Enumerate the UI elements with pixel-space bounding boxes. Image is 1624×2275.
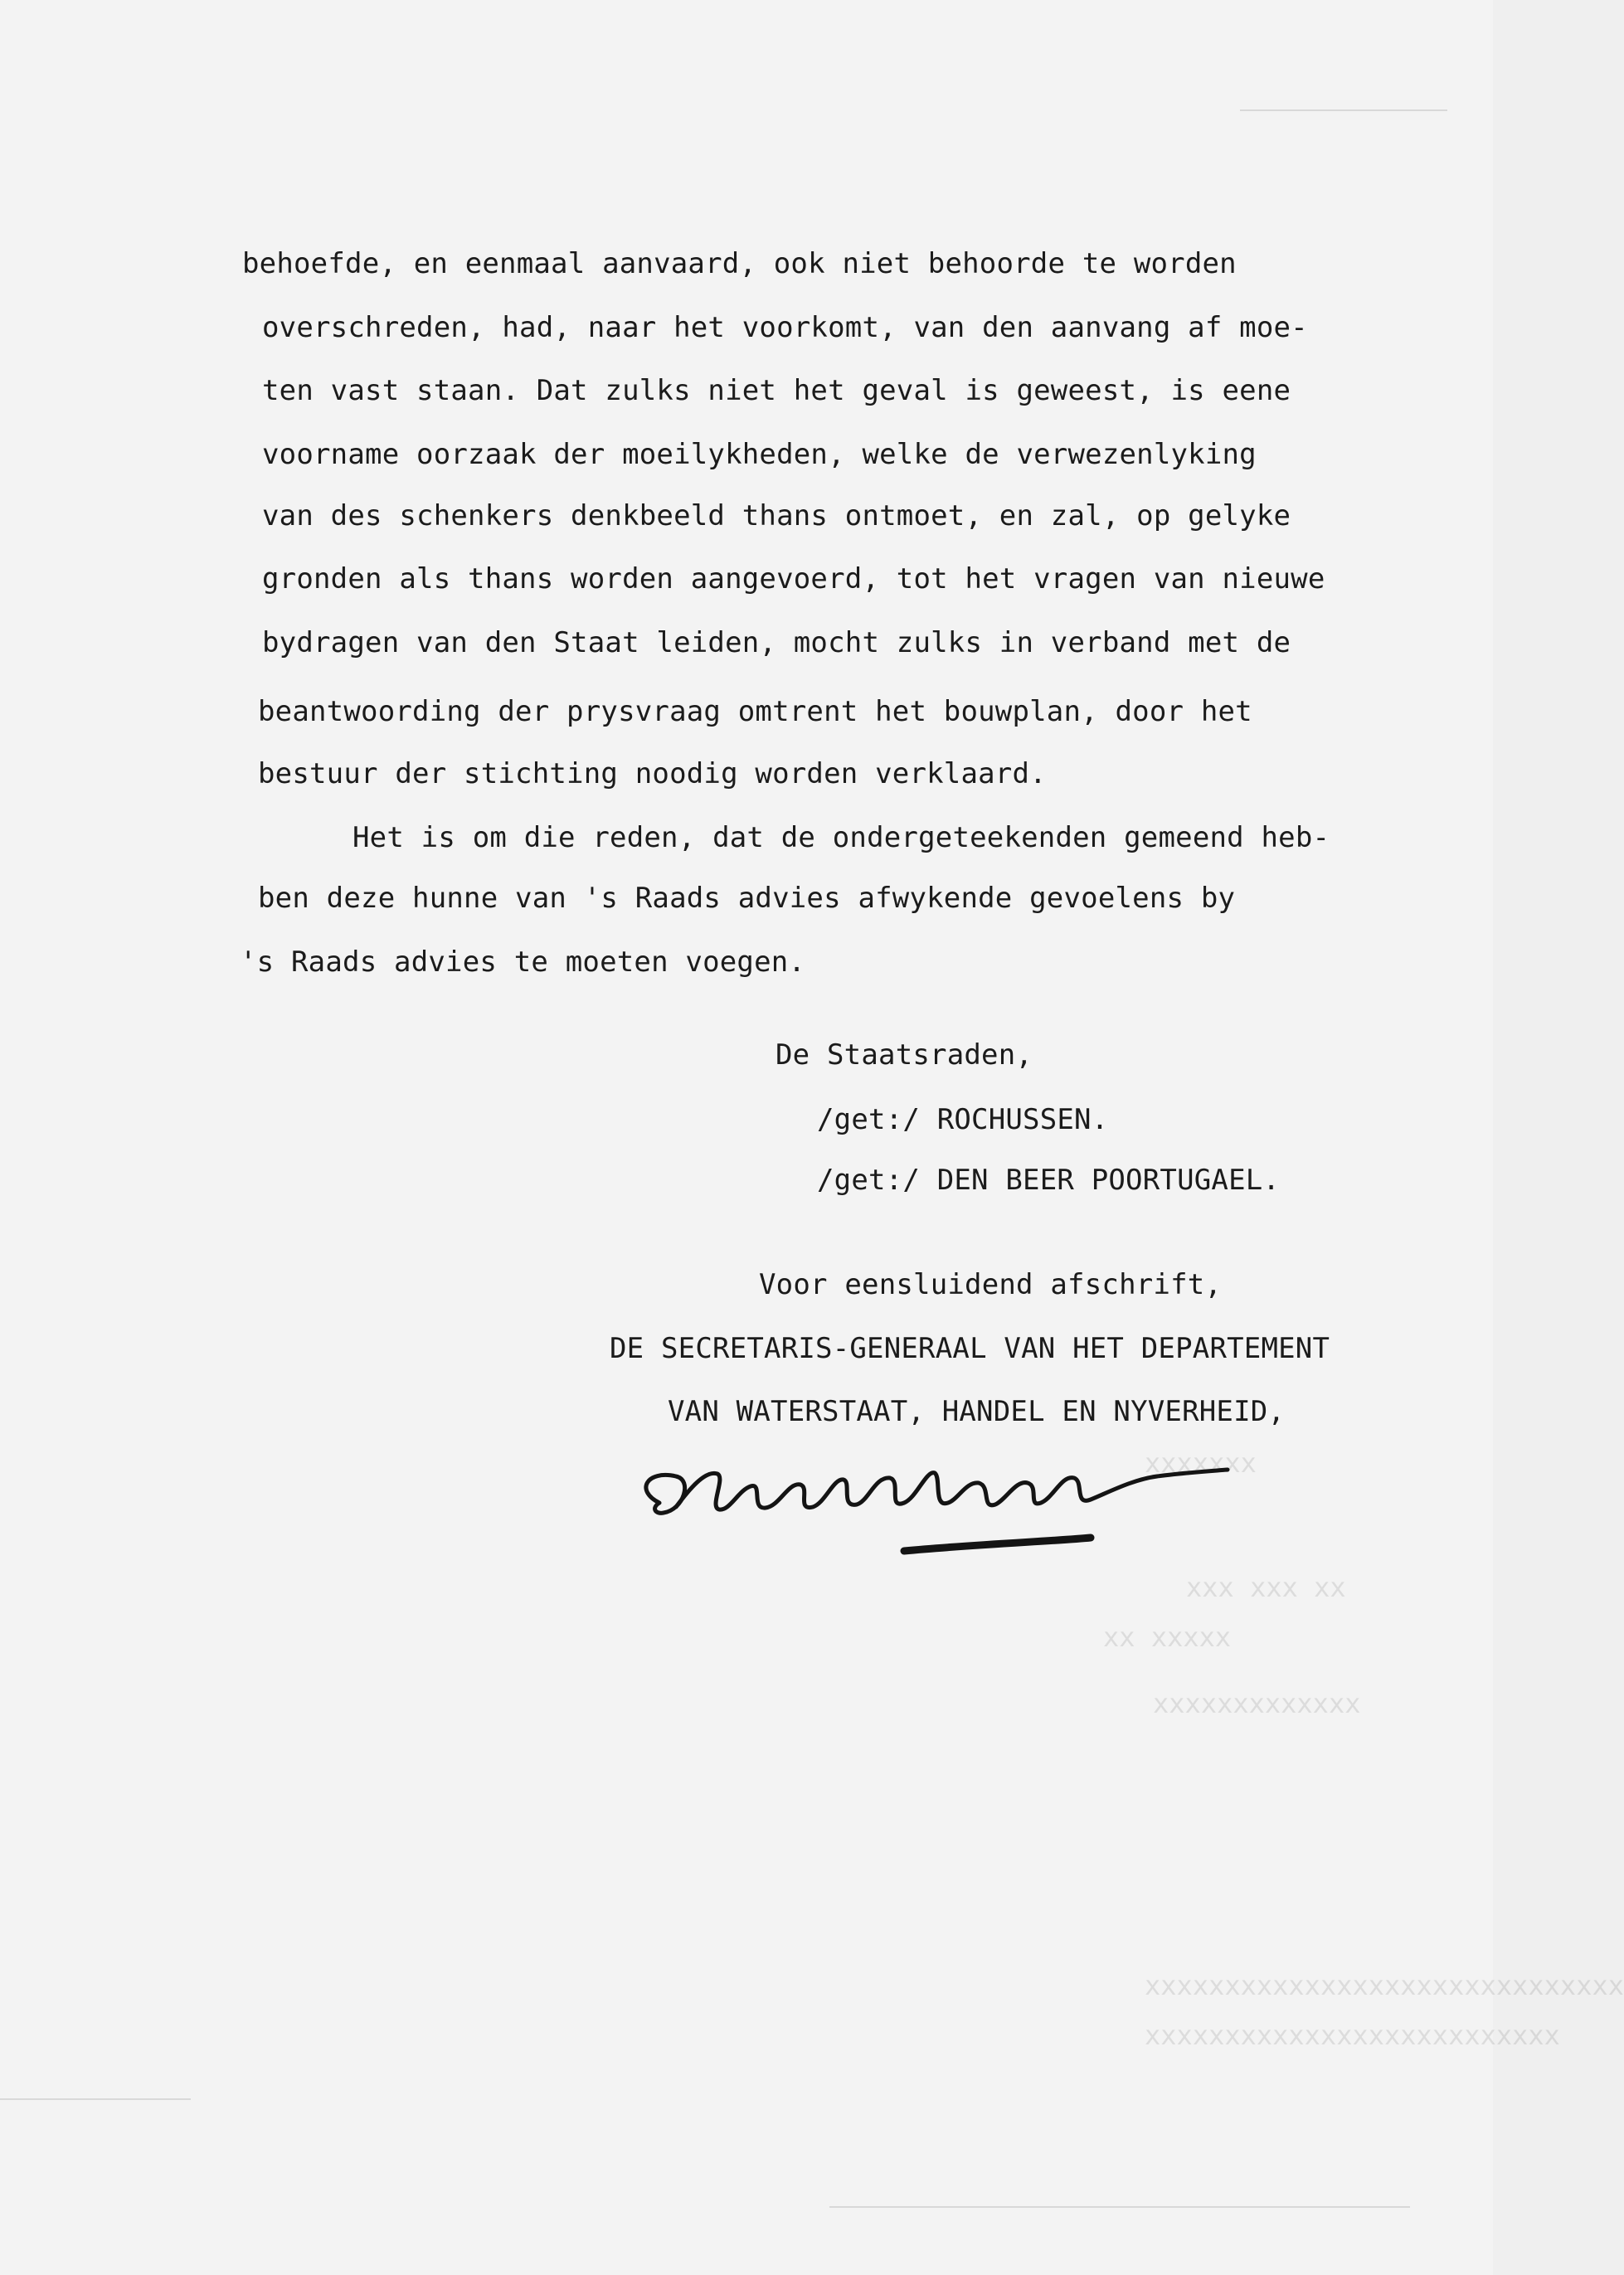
body-line: behoefde, en eenmaal aanvaard, ook niet behoorde te worden [242,247,1237,280]
body-line: ben deze hunne van 's Raads advies afwykende gevoelens by [258,882,1236,915]
authority-line: VAN WATERSTAAT, HANDEL EN NYVERHEID, [668,1395,1286,1428]
body-line: Het is om die reden, dat de ondergeteekenden gemeend heb- [353,821,1330,854]
body-line: beantwoording der prysvraag omtrent het bouwplan, door het [258,695,1252,728]
body-line: van des schenkers denkbeeld thans ontmoet, en zal, op gelyke [262,499,1291,532]
body-line: voorname oorzaak der moeilykheden, welke de verwezenlyking [262,438,1257,471]
body-line: overschreden, had, naar het voorkomt, van den aanvang af moe- [262,311,1308,344]
closing: De Staatsraden, [776,1038,1033,1072]
bleed-through-rule [0,2098,191,2100]
body-line: 's Raads advies te moeten voegen. [240,945,806,979]
bleed-through-text: xxxxx xx [1103,1621,1232,1653]
body-line: ten vast staan. Dat zulks niet het geval is geweest, is eene [262,374,1291,407]
bleed-through-text: xxxxxxxxxxxxxxxxxxxxxxxxxxxxxx [1145,1970,1624,2001]
bleed-through-text: xxxxxxx [1145,1447,1257,1479]
body-line: bestuur der stichting noodig worden verklaard. [258,757,1047,790]
bleed-through-rule [1240,109,1447,111]
signatory-rochussen: /get:/ ROCHUSSEN. [817,1103,1109,1136]
signatory-den-beer-poortugael: /get:/ DEN BEER POORTUGAEL. [817,1164,1281,1197]
handwritten-signature [626,1445,1232,1569]
bleed-through-text: xxxxxxxxxxxxx [1153,1688,1361,1719]
authority-line: DE SECRETARIS-GENERAAL VAN HET DEPARTEMENT [610,1332,1330,1365]
body-line: bydragen van den Staat leiden, mocht zulks in verband met de [262,626,1291,659]
bleed-through-text: xxxxxxxxxxxxxxxxxxxxxxxxxx [1145,2020,1560,2051]
bleed-through-rule [829,2206,1410,2208]
attestation: Voor eensluidend afschrift, [759,1268,1223,1301]
bleed-through-text: xx xxx xxx [1186,1572,1346,1603]
body-line: gronden als thans worden aangevoerd, tot het vragen van nieuwe [262,562,1325,595]
